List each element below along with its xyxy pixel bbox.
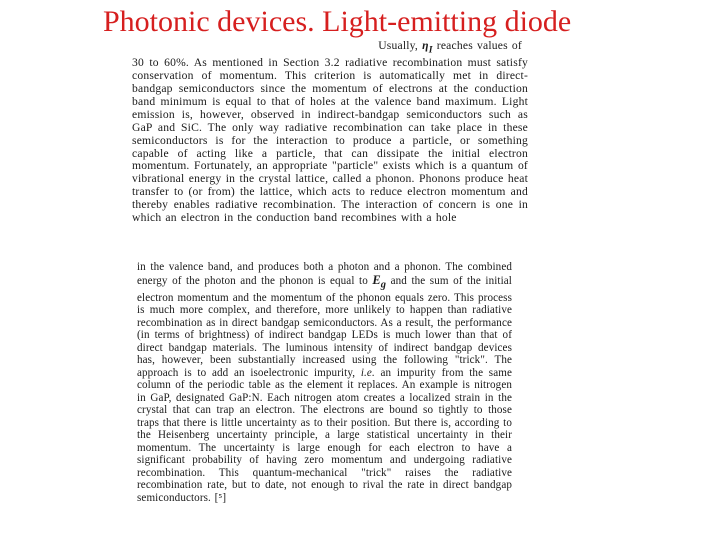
first-line-tail: reaches values of (436, 39, 522, 52)
first-line-lead: Usually, (378, 39, 418, 52)
textbook-excerpt-upper (132, 40, 528, 250)
eta-symbol: $\eta_I$ (422, 39, 433, 56)
textbook-excerpt-lower (137, 261, 512, 504)
slide-title: Photonic devices. Light-emitting diode (103, 5, 572, 38)
excerpt-upper-body: 30 to 60%. As mentioned in Section 3.2 radiative recombination must satisfy conservation of momentum. This criterion is automatically met in direct-bandgap semiconductors since the momentum of electrons at the conduction band minimum is equal to that of holes at the valence band maximum. Light emission is, however, observed in indirect-bandgap semiconductors such as GaP and SiC. The only way radiative recombination can take place in these semiconductors is for the interaction to produce a particle, or something capable of acting like a particle, that can dissipate the initial electron momentum. Fortunately, an appropriate "particle" exists which is a quantum of vibrational energy in the crystal lattice, called a phonon. Phonons produce heat transfer to (or from) the lattice, which acts to reduce electron momentum and thereby enables radiative recombination. The interaction of concern is one in which an electron in the conduction band recombines with a hole (132, 56, 528, 225)
excerpt-lower-part-1: in the valence band, and produces both a photon and a phonon. The combined energy of the photon and the phonon is equal to (137, 261, 512, 287)
excerpt-lower-part-2: and the sum of the initial electron momentum and the momentum of the phonon equals zero. This process is much more complex, and therefore, more unlikely to happen than radiative recombination as in direct bandgap semiconductors. As a result, the performance (in terms of brightness) of indirect bandgap LEDs is much lower than that of direct bandgap materials. The luminous intensity of indirect bandgap devices has, however, been substantially increased using the following "trick". The approach is to add an isoelectronic impurity, (137, 274, 512, 379)
excerpt-upper-paragraph (132, 40, 528, 225)
excerpt-lower-part-3: an impurity from the same column of the periodic table as the element it replaces. An example is nitrogen in GaP, designated GaP:N. Each nitrogen atom creates a localized strain in the crystal that can trap an electron. The electrons are bound so tightly to those traps that there is little uncertainty as to their position. But there is, according to the Heisenberg uncertainty principle, a large statistical uncertainty in their momentum. The uncertainty is large enough for each electron to have a significant probability of having zero momentum and undergoing radiative recombination. This quantum-mechanical "trick" raises the radiative recombination rate, but to date, not enough to rival the rate in direct bandgap semiconductors. (137, 366, 512, 504)
bandgap-energy-symbol: $E_g$ (372, 272, 387, 290)
reference-mark: [⁵] (214, 491, 227, 504)
ie-abbreviation: i.e. (360, 366, 375, 379)
excerpt-upper-first-line (132, 40, 528, 57)
excerpt-lower-paragraph (137, 261, 512, 504)
